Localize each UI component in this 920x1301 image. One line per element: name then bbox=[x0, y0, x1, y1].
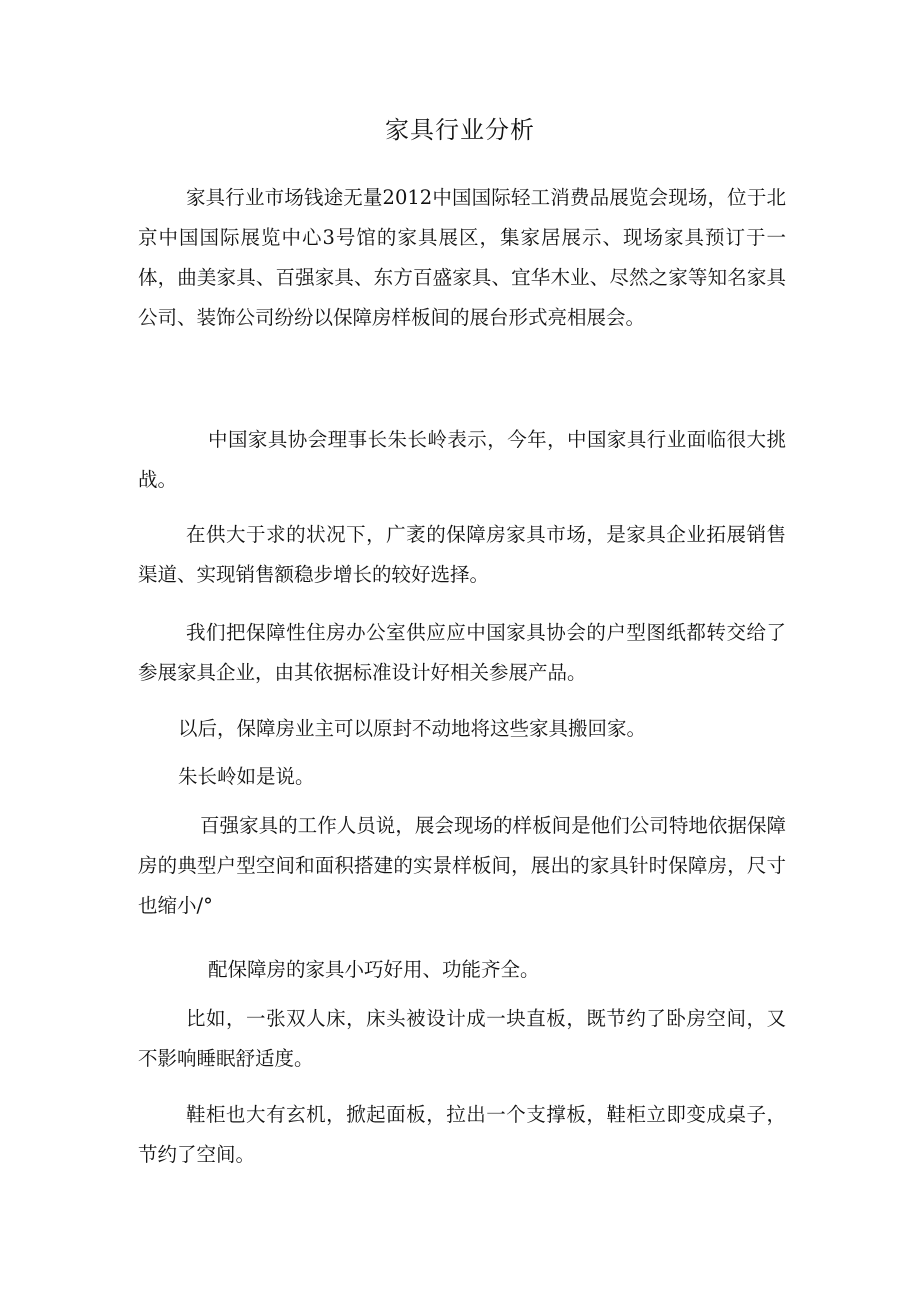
paragraph-3: 在供大于求的状况下，广袤的保障房家具市场，是家具企业拓展销售渠道、实现销售额稳步增长的较好选择。 bbox=[138, 523, 786, 586]
paragraph-1: 家具行业市场钱途无量2012中国国际轻工消费品展览会现场，位于北京中国国际展览中心3号馆的家具展区，集家居展示、现场家具预订于一体，曲美家具、百强家具、东方百盛家具、宜华木业、尽然之家等知名家具公司、装饰公司纷纷以保障房样板间的展台形式亮相展会。 bbox=[138, 186, 786, 329]
paragraph-2: 中国家具协会理事长朱长岭表示，今年，中国家具行业面临很大挑战。 bbox=[138, 428, 786, 491]
paragraph-7: 百强家具的工作人员说，展会现场的样板间是他们公司特地依据保障房的典型户型空间和面积搭建的实景样板间，展出的家具针时保障房，尺寸也缩小/° bbox=[138, 814, 786, 917]
paragraph-4: 我们把保障性住房办公室供应应中国家具协会的户型图纸都转交给了参展家具企业，由其依据标准设计好相关参展产品。 bbox=[138, 621, 786, 684]
paragraph-6: 朱长岭如是说。 bbox=[178, 765, 315, 788]
paragraph-9: 比如，一张双人床，床头被设计成一块直板，既节约了卧房空间，又不影响睡眠舒适度。 bbox=[138, 1007, 786, 1070]
paragraph-5: 以后，保障房业主可以原封不动地将这些家具搬回家。 bbox=[178, 717, 647, 740]
document-title: 家具行业分析 bbox=[385, 116, 535, 144]
paragraph-8: 配保障房的家具小巧好用、功能齐全。 bbox=[208, 958, 540, 981]
paragraph-10: 鞋柜也大有玄机，掀起面板，拉出一个支撑板，鞋柜立即变成桌子，节约了空间。 bbox=[138, 1103, 786, 1166]
